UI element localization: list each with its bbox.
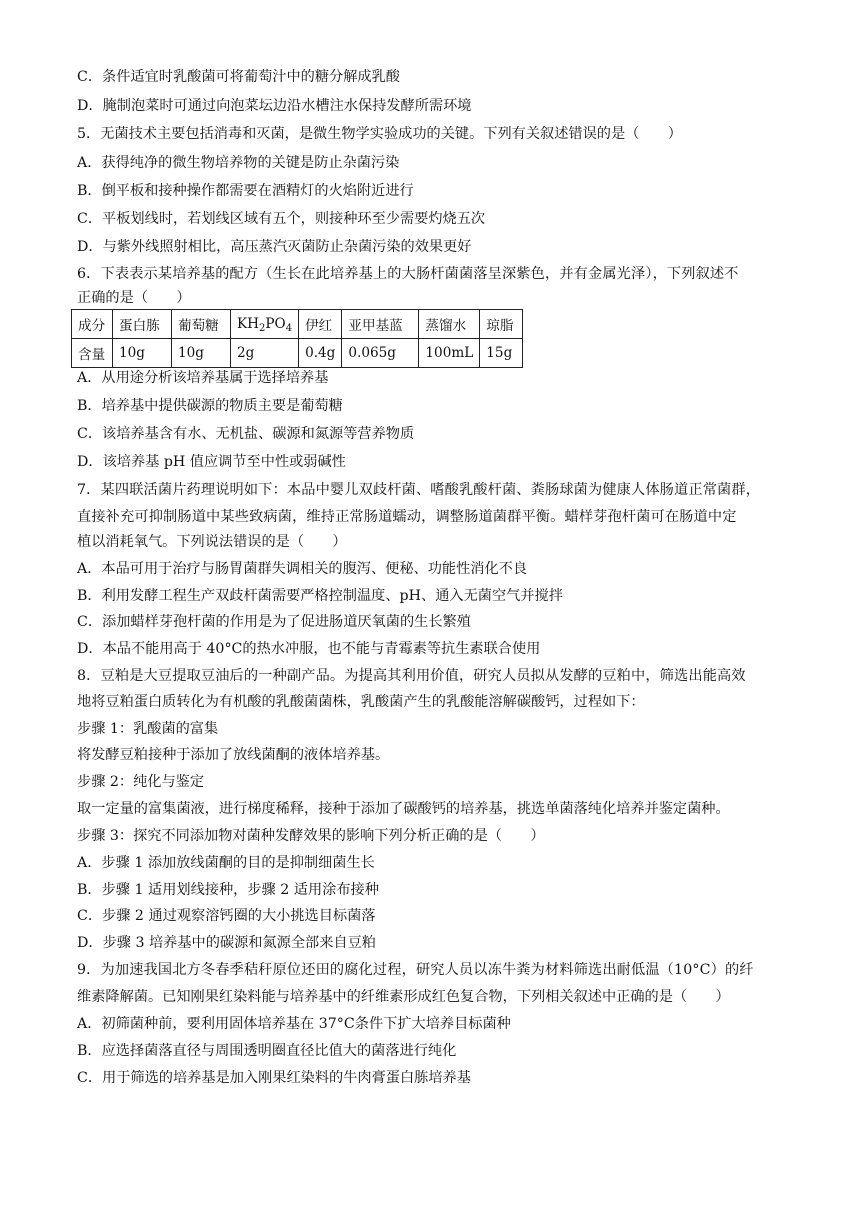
q8-option-b: B．步骤 1 适用划线接种，步骤 2 适用涂布接种 [77,882,379,898]
q6-option-d: D．该培养基 pH 值应调节至中性或弱碱性 [77,454,346,470]
q7-option-a: A．本品可用于治疗与肠胃菌群失调相关的腹泻、便秘、功能性消化不良 [77,561,528,577]
q7-stem-line3: 植以消耗氧气。下列说法错误的是（ ） [77,534,347,550]
table-cell: 15g [480,339,523,368]
table-cell: 100mL [419,339,480,368]
table-cell: 0.065g [342,339,419,368]
q9-option-c: C．用于筛选的培养基是加入刚果红染料的牛肉膏蛋白胨培养基 [77,1070,471,1086]
medium-recipe-table [71,309,523,368]
table-row-amounts [72,339,523,368]
table-cell: 2g [231,339,299,368]
table-cell: 10g [172,339,231,368]
q5-option-a: A．获得纯净的微生物培养物的关键是防止杂菌污染 [77,155,400,171]
formula-subscript: 4 [285,323,293,334]
q7-option-c: C．添加蜡样芽孢杆菌的作用是为了促进肠道厌氧菌的生长繁殖 [77,614,471,630]
q9-stem-line2: 维素降解菌。已知刚果红染料能与培养基中的纤维素形成红色复合物，下列相关叙述中正确的是（ ） [77,989,730,1005]
table-cell: 蛋白胨 [113,310,172,339]
table-cell: 10g [113,339,172,368]
q9-stem-line1: 9．为加速我国北方冬春季秸秆原位还田的腐化过程，研究人员以冻牛粪为材料筛选出耐低温（10°C）的纤 [77,962,754,978]
table-row-ingredients [72,310,523,339]
q7-stem-line1: 7．某四联活菌片药理说明如下：本品中婴儿双歧杆菌、嗜酸乳酸杆菌、粪肠球菌为健康人体肠道正常菌群， [77,482,761,498]
q5-option-d: D．与紫外线照射相比，高压蒸汽灭菌防止杂菌污染的效果更好 [77,239,472,255]
q5-stem: 5．无菌技术主要包括消毒和灭菌，是微生物学实验成功的关键。下列有关叙述错误的是（ ） [77,126,682,142]
q6-option-a: A．从用途分析该培养基属于选择培养基 [77,370,329,386]
table-row-label: 成分 [72,310,113,339]
q4-option-c: C．条件适宜时乳酸菌可将葡萄汁中的糖分解成乳酸 [77,69,400,85]
q8-step1-title: 步骤 1：乳酸菌的富集 [77,721,219,737]
q8-option-c: C．步骤 2 通过观察溶钙圈的大小挑选目标菌落 [77,908,376,924]
q6-stem-line2: 正确的是（ ） [77,290,191,306]
q6-option-b: B．培养基中提供碳源的物质主要是葡萄糖 [77,398,343,414]
q8-stem-line1: 8．豆粕是大豆提取豆油后的一种副产品。为提高其利用价值，研究人员拟从发酵的豆粕中，筛选出能高效 [77,668,746,684]
q8-step2-title: 步骤 2：纯化与鉴定 [77,774,205,790]
table-cell-kh2po4 [231,310,299,339]
q8-option-a: A．步骤 1 添加放线菌酮的目的是抑制细菌生长 [77,855,375,871]
table-cell: 蒸馏水 [419,310,480,339]
q8-option-d: D．步骤 3 培养基中的碳源和氮源全部来自豆粕 [77,935,376,951]
q8-step2-text: 取一定量的富集菌液，进行梯度稀释，接种于添加了碳酸钙的培养基，挑选单菌落纯化培养并鉴定菌种。 [77,801,730,817]
table-cell: 亚甲基蓝 [342,310,419,339]
formula-subscript: 2 [259,323,266,334]
q5-option-b: B．倒平板和接种操作都需要在酒精灯的火焰附近进行 [77,183,414,199]
formula-part: KH [237,316,260,332]
q7-stem-line2: 直接补充可抑制肠道中某些致病菌，维持正常肠道蠕动，调整肠道菌群平衡。蜡样芽孢杆菌可在肠道中定 [77,509,737,525]
q7-option-b: B．利用发酵工程生产双歧杆菌需要严格控制温度、pH、通入无菌空气并搅拌 [77,588,563,604]
q8-step1-text: 将发酵豆粕接种于添加了放线菌酮的液体培养基。 [77,747,390,763]
q6-option-c: C．该培养基含有水、无机盐、碳源和氮源等营养物质 [77,426,415,442]
table-cell: 0.4g [299,339,342,368]
table-cell: 伊红 [299,310,342,339]
q9-option-b: B．应选择菌落直径与周围透明圈直径比值大的菌落进行纯化 [77,1043,457,1059]
q8-stem-line2: 地将豆粕蛋白质转化为有机酸的乳酸菌菌株，乳酸菌产生的乳酸能溶解碳酸钙，过程如下： [77,694,645,710]
q7-option-d: D．本品不能用高于 40°C的热水冲服，也不能与青霉素等抗生素联合使用 [77,641,541,657]
q5-option-c: C．平板划线时，若划线区域有五个，则接种环至少需要灼烧五次 [77,211,486,227]
q4-option-d: D．腌制泡菜时可通过向泡菜坛边沿水槽注水保持发酵所需环境 [77,98,472,114]
table-cell: 琼脂 [480,310,523,339]
table-row-label: 含量 [72,339,113,368]
table-cell: 葡萄糖 [172,310,231,339]
q9-option-a: A．初筛菌种前，要利用固体培养基在 37°C条件下扩大培养目标菌种 [77,1016,511,1032]
formula-part: PO [265,316,286,332]
q8-step3-text: 步骤 3：探究不同添加物对菌种发酵效果的影响下列分析正确的是（ ） [77,828,545,844]
q6-stem-line1: 6．下表表示某培养基的配方（生长在此培养基上的大肠杆菌菌落呈深紫色，并有金属光泽），下列叙述不 [77,266,739,282]
